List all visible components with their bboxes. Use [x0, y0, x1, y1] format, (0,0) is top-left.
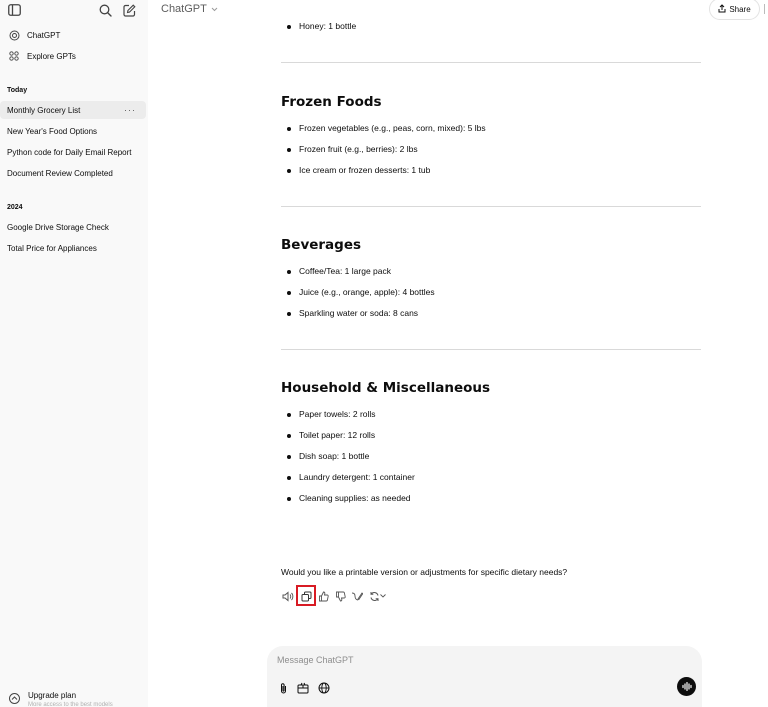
sidebar-item-chatgpt[interactable] [0, 25, 148, 45]
share-button[interactable] [709, 0, 760, 20]
chat-title: Python code for Daily Email Report [7, 147, 132, 157]
copy-button-highlight [296, 585, 316, 606]
upgrade-plan-button[interactable] [0, 686, 148, 707]
globe-icon[interactable] [317, 681, 330, 694]
list-item: Coffee/Tea: 1 large pack [299, 266, 391, 276]
sidebar-item-label: ChatGPT [27, 30, 61, 40]
sidebar-item-chat[interactable] [0, 218, 146, 236]
section-heading: Household & Miscellaneous [281, 380, 491, 396]
sidebar [0, 0, 148, 707]
chat-title: Document Review Completed [7, 168, 113, 178]
chevron-down-icon [211, 5, 218, 14]
list-item: Toilet paper: 12 rolls [299, 430, 376, 440]
message-composer[interactable] [267, 646, 702, 707]
model-selector[interactable] [161, 3, 218, 15]
list-item: Frozen fruit (e.g., berries): 2 lbs [299, 144, 418, 154]
window-edge [764, 4, 768, 14]
chat-title: Total Price for Appliances [7, 243, 97, 253]
section-title-today: Today [7, 87, 28, 94]
tools-icon[interactable] [296, 681, 309, 694]
message-input[interactable]: Message ChatGPT [277, 655, 354, 665]
list-item: Dish soap: 1 bottle [299, 451, 370, 461]
divider [281, 349, 701, 350]
edit-canvas-icon[interactable] [351, 590, 363, 602]
section-title-2024: 2024 [7, 204, 23, 211]
attach-icon[interactable] [277, 681, 290, 694]
divider [281, 206, 701, 207]
sidebar-item-chat[interactable] [0, 239, 146, 257]
thumbs-down-icon[interactable] [334, 590, 346, 602]
waveform-icon [682, 682, 692, 691]
chat-title: Monthly Grocery List [7, 105, 81, 115]
sidebar-item-chat[interactable] [0, 143, 146, 161]
list-item: Ice cream or frozen desserts: 1 tub [299, 165, 431, 175]
section-heading: Beverages [281, 237, 362, 253]
share-icon [718, 4, 726, 15]
read-aloud-icon[interactable] [282, 590, 294, 602]
list-item: Paper towels: 2 rolls [299, 409, 376, 419]
follow-up-question: Would you like a printable version or adjustments for specific dietary needs? [281, 567, 568, 577]
divider [281, 62, 701, 63]
grid-icon [8, 50, 20, 62]
model-name: ChatGPT [161, 3, 207, 15]
sidebar-item-chat[interactable] [0, 122, 146, 140]
new-chat-icon[interactable] [121, 2, 137, 18]
sidebar-item-explore-gpts[interactable] [0, 46, 148, 66]
chat-title: Google Drive Storage Check [7, 222, 109, 232]
upgrade-sublabel: More access to the best models [28, 702, 113, 707]
chatgpt-logo-icon [8, 29, 20, 41]
search-icon[interactable] [97, 2, 113, 18]
more-options-icon[interactable]: ··· [124, 105, 136, 115]
list-item: Honey: 1 bottle [299, 21, 357, 31]
upgrade-label: Upgrade plan [28, 691, 77, 700]
list-item: Cleaning supplies: as needed [299, 493, 411, 503]
sidebar-toggle-icon[interactable] [6, 2, 22, 18]
chevron-down-icon[interactable] [379, 590, 387, 602]
list-item: Laundry detergent: 1 container [299, 472, 415, 482]
sidebar-item-label: Explore GPTs [27, 51, 76, 61]
section-heading: Frozen Foods [281, 94, 382, 110]
thumbs-up-icon[interactable] [317, 590, 329, 602]
chat-title: New Year's Food Options [7, 126, 98, 136]
upgrade-icon [9, 693, 20, 704]
list-item: Sparkling water or soda: 8 cans [299, 308, 419, 318]
list-item: Juice (e.g., orange, apple): 4 bottles [299, 287, 435, 297]
sidebar-item-chat[interactable] [0, 101, 146, 119]
sidebar-item-chat[interactable] [0, 164, 146, 182]
list-item: Frozen vegetables (e.g., peas, corn, mixed): 5 lbs [299, 123, 486, 133]
share-label: Share [729, 4, 751, 14]
voice-mode-button[interactable] [677, 677, 696, 696]
